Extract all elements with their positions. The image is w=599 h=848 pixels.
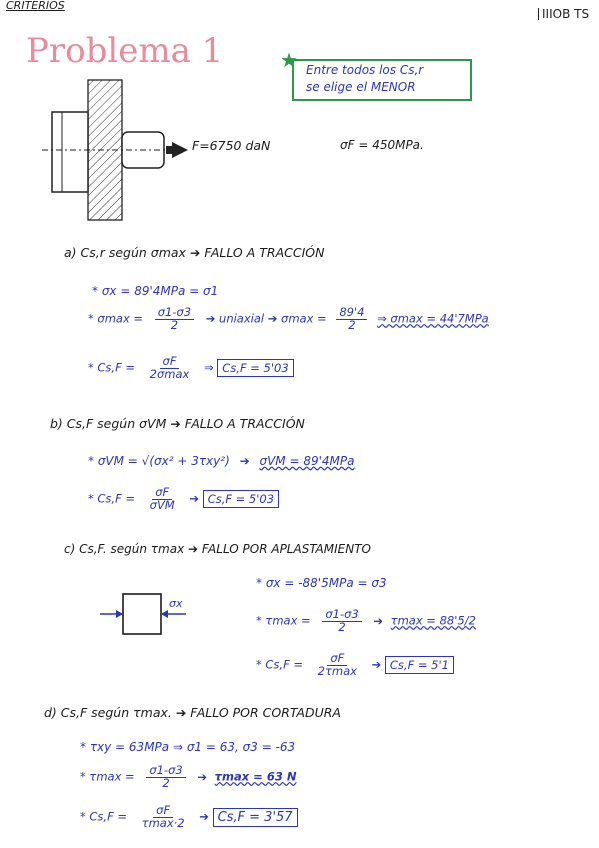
shaft-wall-diagram	[38, 76, 208, 226]
c-result-box: Cs,F = 5'1	[385, 656, 454, 674]
d-result-box: Cs,F = 3'57	[213, 808, 298, 827]
section-a-heading: a) Cs,r según σmax ➔ FALLO A TRACCIÓN	[64, 245, 325, 260]
section-c-heading: c) Cs,F. según τmax ➔ FALLO POR APLASTAMIENTO	[64, 542, 371, 556]
section-d-heading: d) Cs,F según τmax. ➔ FALLO POR CORTADURA	[44, 705, 341, 720]
a-result-box: Cs,F = 5'03	[217, 359, 293, 377]
section-c-line-3: * Cs,F = $\frac{\sigma F}{2\tau\max}$ ➔ Cs,F = 5'1	[256, 653, 454, 677]
section-d-line-2: * τmax = $\frac{\sigma 1-\sigma 3}{2}$ ➔ τmax = 63 N	[80, 763, 297, 790]
star-icon: ★	[280, 48, 298, 72]
section-b-line-2: * Cs,F = $\frac{\sigma F}{\text{σVM}}$ ➔ Cs,F = 5'03	[88, 487, 279, 511]
a-frac-den: 2	[170, 317, 179, 332]
header-right: IIIOB TS	[538, 8, 589, 20]
sigma-f-label: σF = 450MPa.	[340, 138, 424, 152]
section-c-line-2: * τmax = $\frac{\sigma 1-\sigma 3}{2}$ ➔ τmax = 88'5/2	[256, 607, 476, 634]
page-title: Problema 1	[26, 31, 224, 71]
section-b-line-1: * σVM = √(σx² + 3τxy²) ➔ σVM = 89'4MPa	[88, 454, 355, 468]
stress-element-diagram	[98, 590, 198, 640]
a-frac-num: σ1-σ3	[155, 307, 194, 320]
force-label: F=6750 daN	[192, 138, 271, 153]
section-a-line-2: * σmax = $\frac{\sigma 1-\sigma 3}{2}$ ➔ uniaxial ➔ σmax = $\frac{89'4}{2}$ ⇒ σmax = 44'7MPa	[88, 305, 489, 332]
section-d-line-1: * τxy = 63MPa ⇒ σ1 = 63, σ3 = -63	[80, 740, 296, 754]
section-b-heading: b) Cs,F según σVM ➔ FALLO A TRACCIÓN	[50, 416, 305, 431]
b-result-box: Cs,F = 5'03	[203, 490, 279, 508]
note-line-1: Entre todos los Cs,r	[306, 63, 424, 77]
note-line-2: se elige el MENOR	[306, 80, 416, 94]
section-d-line-3: * Cs,F = $\frac{\sigma F}{\tau\max\cdot 2}$ ➔ Cs,F = 3'57	[80, 805, 298, 829]
section-a-line-3: * Cs,F = $\frac{\sigma F}{2\sigma\max}$ ⇒ Cs,F = 5'03	[88, 356, 294, 380]
header-left: CRITERIOS	[6, 0, 65, 12]
stress-sigma-label: σx	[169, 597, 183, 610]
section-a-line-1: * σx = 89'4MPa = σ1	[92, 284, 219, 298]
section-c-line-1: * σx = -88'5MPa = σ3	[256, 576, 387, 590]
